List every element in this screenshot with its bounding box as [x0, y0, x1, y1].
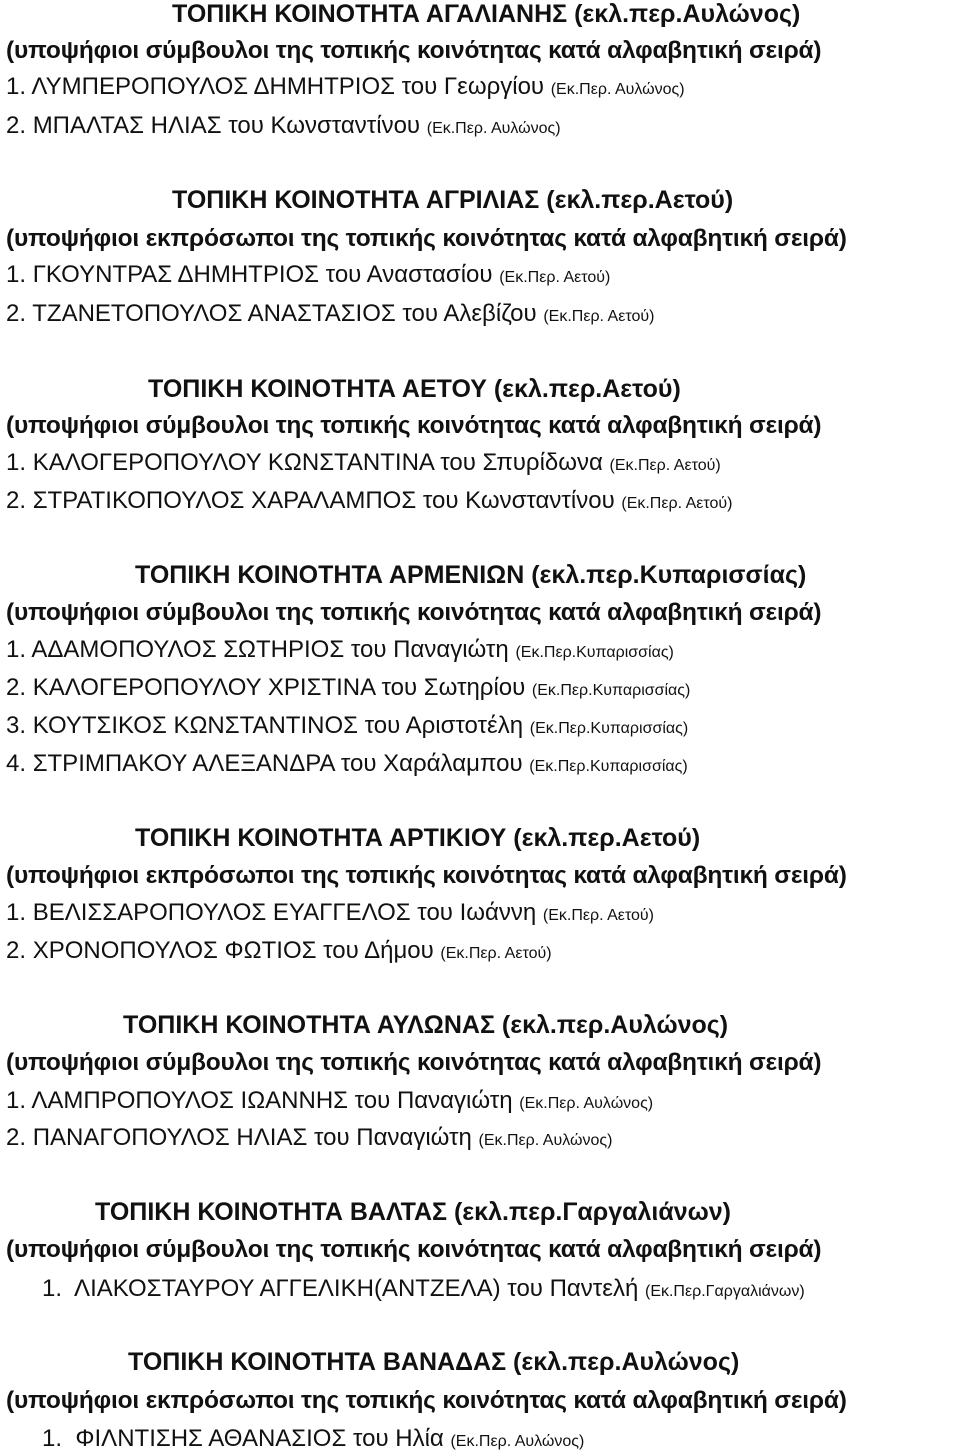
- candidate-number: 1.: [6, 73, 27, 100]
- candidate-district: (Εκ.Περ.Κυπαρισσίας): [529, 758, 688, 775]
- candidate-number: 1.: [6, 636, 27, 663]
- section-title: ΤΟΠΙΚΗ ΚΟΙΝΟΤΗΤΑ ΒΑΛΤΑΣ (εκλ.περ.Γαργαλιάνων): [95, 1198, 731, 1226]
- candidate-district: (Εκ.Περ. Αετού): [609, 457, 721, 474]
- candidate-line: [6, 1089, 653, 1113]
- section-subtitle: (υποψήφιοι εκπρόσωποι της τοπικής κοινότητας κατά αλφαβητική σειρά): [6, 862, 847, 889]
- candidate-number: 1.: [42, 1275, 63, 1302]
- candidate-district: (Εκ.Περ. Αυλώνος): [519, 1095, 654, 1112]
- candidate-name: ΑΔΑΜΟΠΟΥΛΟΣ ΣΩΤΗΡΙΟΣ του Παναγιώτη: [31, 636, 509, 663]
- candidate-name: ΛΥΜΠΕΡΟΠΟΥΛΟΣ ΔΗΜΗΤΡΙΟΣ του Γεωργίου: [31, 73, 545, 100]
- candidate-district: (Εκ.Περ.Κυπαρισσίας): [515, 644, 674, 661]
- candidate-district: (Εκ.Περ.Κυπαρισσίας): [529, 720, 689, 737]
- candidate-line: [6, 939, 552, 963]
- section-title: ΤΟΠΙΚΗ ΚΟΙΝΟΤΗΤΑ ΑΥΛΩΝΑΣ (εκλ.περ.Αυλώνος): [123, 1011, 729, 1039]
- candidate-line: [6, 489, 732, 513]
- candidate-number: 1.: [6, 261, 27, 288]
- candidate-name: ΛΙΑΚΟΣΤΑΥΡΟΥ ΑΓΓΕΛΙΚΗ(ΑΝΤΖΕΛΑ) του Παντελή: [74, 1275, 639, 1302]
- candidate-line: [6, 752, 688, 776]
- section-title: ΤΟΠΙΚΗ ΚΟΙΝΟΤΗΤΑ ΑΕΤΟΥ (εκλ.περ.Αετού): [148, 375, 681, 403]
- section-subtitle: (υποψήφιοι σύμβουλοι της τοπικής κοινότητας κατά αλφαβητική σειρά): [6, 412, 822, 439]
- candidate-name: ΜΠΑΛΤΑΣ ΗΛΙΑΣ του Κωνσταντίνου: [32, 112, 421, 139]
- section-subtitle: (υποψήφιοι σύμβουλοι της τοπικής κοινότητας κατά αλφαβητική σειρά): [6, 37, 822, 64]
- candidate-district: (Εκ.Περ. Αετού): [499, 269, 611, 286]
- candidate-number: 2.: [6, 674, 27, 701]
- candidate-number: 1.: [42, 1425, 63, 1452]
- candidate-line: [6, 75, 685, 99]
- candidate-name: ΚΑΛΟΓΕΡΟΠΟΥΛΟΥ ΧΡΙΣΤΙΝΑ του Σωτηρίου: [32, 674, 526, 701]
- candidate-line: [42, 1277, 805, 1301]
- candidate-district: (Εκ.Περ. Αυλώνος): [550, 81, 685, 98]
- candidate-name: ΣΤΡΙΜΠΑΚΟΥ ΑΛΕΞΑΝΔΡΑ του Χαράλαμπου: [32, 750, 523, 777]
- candidate-number: 1.: [6, 449, 27, 476]
- candidate-number: 1.: [6, 1087, 27, 1114]
- section-title: ΤΟΠΙΚΗ ΚΟΙΝΟΤΗΤΑ ΑΓΡΙΛΙΑΣ (εκλ.περ.Αετού): [172, 186, 734, 214]
- candidate-district: (Εκ.Περ. Αετού): [621, 495, 733, 512]
- candidate-district: (Εκ.Περ. Αυλώνος): [478, 1132, 613, 1149]
- candidate-district: (Εκ.Περ. Αυλώνος): [450, 1433, 585, 1450]
- candidate-name: ΚΑΛΟΓΕΡΟΠΟΥΛΟΥ ΚΩΝΣΤΑΝΤΙΝΑ του Σπυρίδωνα: [32, 449, 603, 476]
- candidate-line: [6, 714, 688, 738]
- candidate-district: (Εκ.Περ. Αετού): [440, 945, 552, 962]
- candidate-name: ΠΑΝΑΓΟΠΟΥΛΟΣ ΗΛΙΑΣ του Παναγιώτη: [32, 1124, 472, 1151]
- candidate-line: [6, 676, 690, 700]
- section-subtitle: (υποψήφιοι σύμβουλοι της τοπικής κοινότητας κατά αλφαβητική σειρά): [6, 1236, 822, 1263]
- candidate-number: 1.: [6, 899, 27, 926]
- candidate-line: [42, 1427, 584, 1451]
- candidate-name: ΓΚΟΥΝΤΡΑΣ ΔΗΜΗΤΡΙΟΣ του Αναστασίου: [32, 261, 493, 288]
- candidate-district: (Εκ.Περ. Αυλώνος): [426, 120, 561, 137]
- candidate-name: ΛΑΜΠΡΟΠΟΥΛΟΣ ΙΩΑΝΝΗΣ του Παναγιώτη: [31, 1087, 513, 1114]
- candidate-name: ΚΟΥΤΣΙΚΟΣ ΚΩΝΣΤΑΝΤΙΝΟΣ του Αριστοτέλη: [32, 712, 524, 739]
- candidate-district: (Εκ.Περ. Αετού): [543, 308, 655, 325]
- candidate-number: 2.: [6, 300, 27, 327]
- candidate-line: [6, 302, 654, 326]
- candidate-name: ΦΙΛΝΤΙΣΗΣ ΑΘΑΝΑΣΙΟΣ του Ηλία: [75, 1425, 444, 1452]
- section-title: ΤΟΠΙΚΗ ΚΟΙΝΟΤΗΤΑ ΑΡΤΙΚΙΟΥ (εκλ.περ.Αετού): [135, 824, 701, 852]
- candidate-line: [6, 1126, 612, 1150]
- candidate-line: [6, 114, 561, 138]
- candidate-name: ΧΡΟΝΟΠΟΥΛΟΣ ΦΩΤΙΟΣ του Δήμου: [32, 937, 434, 964]
- candidate-line: [6, 263, 610, 287]
- candidate-name: ΤΖΑΝΕΤΟΠΟΥΛΟΣ ΑΝΑΣΤΑΣΙΟΣ του Αλεβίζου: [32, 300, 537, 327]
- section-title: ΤΟΠΙΚΗ ΚΟΙΝΟΤΗΤΑ ΒΑΝΑΔΑΣ (εκλ.περ.Αυλώνος): [128, 1348, 740, 1376]
- candidate-district: (Εκ.Περ.Κυπαρισσίας): [531, 682, 691, 699]
- section-title: ΤΟΠΙΚΗ ΚΟΙΝΟΤΗΤΑ ΑΓΑΛΙΑΝΗΣ (εκλ.περ.Αυλώνος): [172, 0, 801, 28]
- candidate-number: 2.: [6, 112, 27, 139]
- section-subtitle: (υποψήφιοι εκπρόσωποι της τοπικής κοινότητας κατά αλφαβητική σειρά): [6, 1387, 847, 1414]
- candidate-name: ΒΕΛΙΣΣΑΡΟΠΟΥΛΟΣ ΕΥΑΓΓΕΛΟΣ του Ιωάννη: [32, 899, 537, 926]
- candidate-number: 4.: [6, 750, 27, 777]
- candidate-name: ΣΤΡΑΤΙΚΟΠΟΥΛΟΣ ΧΑΡΑΛΑΜΠΟΣ του Κωνσταντίνου: [32, 487, 615, 514]
- candidate-number: 2.: [6, 937, 27, 964]
- section-subtitle: (υποψήφιοι σύμβουλοι της τοπικής κοινότητας κατά αλφαβητική σειρά): [6, 1049, 822, 1076]
- candidate-number: 2.: [6, 1124, 27, 1151]
- section-subtitle: (υποψήφιοι σύμβουλοι της τοπικής κοινότητας κατά αλφαβητική σειρά): [6, 599, 822, 626]
- section-subtitle: (υποψήφιοι εκπρόσωποι της τοπικής κοινότητας κατά αλφαβητική σειρά): [6, 225, 847, 252]
- candidate-district: (Εκ.Περ.Γαργαλιάνων): [644, 1283, 805, 1300]
- candidate-number: 3.: [6, 712, 27, 739]
- section-title: ΤΟΠΙΚΗ ΚΟΙΝΟΤΗΤΑ ΑΡΜΕΝΙΩΝ (εκλ.περ.Κυπαρισσίας): [135, 561, 807, 589]
- candidate-line: [6, 901, 654, 925]
- candidate-line: [6, 451, 721, 475]
- candidate-district: (Εκ.Περ. Αετού): [542, 907, 655, 924]
- candidate-line: [6, 638, 674, 662]
- candidate-number: 2.: [6, 487, 27, 514]
